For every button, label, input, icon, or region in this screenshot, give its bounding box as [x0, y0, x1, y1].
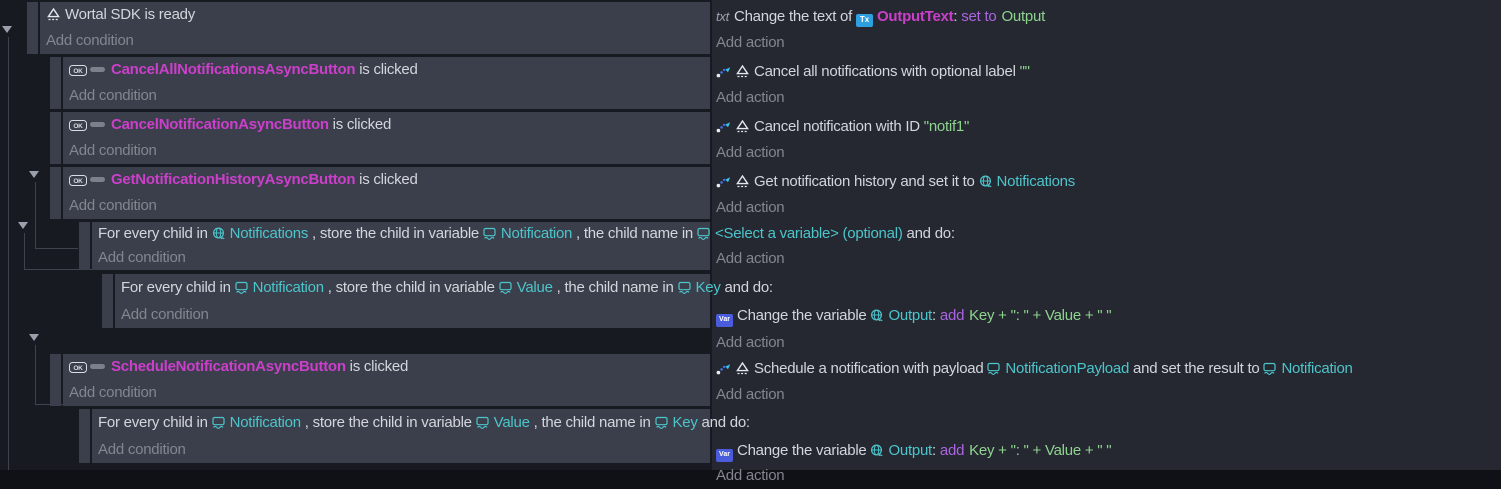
- condition-block: [63, 354, 710, 406]
- button-object-icon: [69, 362, 87, 373]
- text-object-icon: Tx: [856, 14, 873, 27]
- event-margin[interactable]: [79, 222, 90, 270]
- condition-foreach[interactable]: For every child in Notification , store the child in variable Value , the child name in Key and do:: [98, 414, 750, 431]
- condition-foreach[interactable]: For every child in Notification , store the child in variable Value , the child name in Key and do:: [121, 279, 773, 296]
- event-foreach-notification: [0, 272, 1501, 352]
- event-margin[interactable]: [79, 409, 90, 463]
- variable-name: Key: [672, 414, 698, 431]
- event-margin[interactable]: [50, 167, 61, 219]
- action-expression: Key + ": " + Value + " ": [969, 307, 1112, 324]
- local-variable-icon: [987, 362, 1001, 375]
- button-bar-icon: [90, 122, 105, 127]
- add-condition-link[interactable]: Add condition: [46, 32, 134, 49]
- wortal-icon: [735, 120, 750, 133]
- add-action-link[interactable]: Add action: [716, 199, 785, 216]
- variable-name: Notification: [1281, 360, 1353, 377]
- event-cancel-one: [0, 110, 1501, 165]
- action-value: "": [1019, 63, 1030, 80]
- add-condition-link[interactable]: Add condition: [98, 249, 186, 266]
- action-cancel-all[interactable]: Cancel all notifications with optional label "": [716, 59, 1030, 85]
- global-variable-icon: [870, 444, 884, 457]
- add-condition-link[interactable]: Add condition: [98, 441, 186, 458]
- async-icon: [716, 175, 731, 188]
- event-foreach-notification-2: [0, 407, 1501, 484]
- add-action-link[interactable]: Add action: [716, 89, 785, 106]
- condition-block: [92, 409, 750, 463]
- button-bar-icon: [90, 67, 105, 72]
- local-variable-icon: [483, 227, 497, 240]
- svg-text:OK: OK: [73, 68, 83, 75]
- action-keyword: add: [939, 442, 965, 459]
- wortal-icon: [46, 8, 61, 21]
- action-value: Output: [1001, 8, 1046, 25]
- object-name: GetNotificationHistoryAsyncButton: [111, 171, 356, 188]
- condition-button-clicked[interactable]: OK CancelNotificationAsyncButton is clicked: [63, 112, 710, 138]
- event-margin[interactable]: [50, 112, 61, 164]
- wortal-icon: [735, 362, 750, 375]
- variable-name: Key: [695, 279, 721, 296]
- event-foreach-notifications: [0, 220, 1501, 272]
- add-condition-link[interactable]: Add condition: [69, 142, 157, 159]
- condition-block: [63, 112, 710, 164]
- variable-name: Notification: [229, 414, 301, 431]
- variable-name: Value: [516, 279, 553, 296]
- local-variable-icon: [235, 281, 249, 294]
- local-variable-icon: [476, 416, 490, 429]
- event-margin[interactable]: [50, 354, 61, 406]
- variable-name: Notifications: [996, 173, 1075, 190]
- variable-badge-icon: Var: [716, 449, 733, 462]
- add-condition-link[interactable]: Add condition: [69, 384, 157, 401]
- variable-name: Output: [888, 442, 932, 459]
- text-plugin-icon: txt: [716, 9, 729, 24]
- action-get-history[interactable]: Get notification history and set it to Notifications: [716, 169, 1075, 195]
- object-name: ScheduleNotificationAsyncButton: [111, 358, 346, 375]
- button-object-icon: [69, 175, 87, 186]
- async-icon: [716, 65, 731, 78]
- event-schedule: [0, 352, 1501, 407]
- condition-text: Wortal SDK is ready: [65, 6, 196, 23]
- action-keyword: set to: [961, 8, 997, 25]
- action-change-variable[interactable]: Var Change the variable Output: add Key + ": " + Value + " ": [716, 303, 1111, 329]
- variable-name: Output: [888, 307, 932, 324]
- global-variable-icon: [212, 227, 226, 240]
- global-variable-icon: [979, 175, 993, 188]
- button-bar-icon: [90, 364, 105, 369]
- svg-text:OK: OK: [73, 365, 83, 372]
- button-object-icon: [69, 65, 87, 76]
- event-get-history: [0, 165, 1501, 220]
- variable-name: Notification: [500, 225, 573, 242]
- condition-block: [63, 57, 710, 109]
- add-action-link[interactable]: Add action: [716, 34, 785, 51]
- add-action-link[interactable]: Add action: [716, 386, 785, 403]
- local-variable-icon: [499, 281, 513, 294]
- condition-block: [115, 274, 773, 328]
- wortal-icon: [735, 65, 750, 78]
- condition-foreach[interactable]: For every child in Notifications , store the child in variable Notification , the child name in <Select a variable> (optional) and do:: [98, 225, 955, 242]
- action-change-variable[interactable]: Var Change the variable Output: add Key + ": " + Value + " ": [716, 438, 1111, 464]
- add-action-link[interactable]: Add action: [716, 334, 785, 351]
- wortal-icon: [735, 175, 750, 188]
- add-condition-link[interactable]: Add condition: [121, 306, 209, 323]
- add-condition-link[interactable]: Add condition: [69, 197, 157, 214]
- action-value: "notif1": [923, 118, 970, 135]
- condition-button-clicked[interactable]: OK GetNotificationHistoryAsyncButton is clicked: [63, 167, 710, 193]
- async-icon: [716, 120, 731, 133]
- svg-text:OK: OK: [73, 178, 83, 185]
- local-variable-icon: [1263, 362, 1277, 375]
- async-icon: [716, 362, 731, 375]
- add-action-link[interactable]: Add action: [716, 467, 785, 484]
- event-wortal-ready: [0, 0, 1501, 55]
- variable-name: NotificationPayload: [1005, 360, 1130, 377]
- condition-wortal-ready[interactable]: [40, 2, 710, 28]
- condition-block: [63, 167, 710, 219]
- variable-placeholder: <Select a variable> (optional): [714, 225, 903, 242]
- event-cancel-all: [0, 55, 1501, 110]
- event-margin[interactable]: [50, 57, 61, 109]
- add-condition-link[interactable]: Add condition: [69, 87, 157, 104]
- add-action-link[interactable]: Add action: [716, 144, 785, 161]
- button-object-icon: [69, 120, 87, 131]
- action-change-text[interactable]: txt Change the text of Tx OutputText: set to Output: [716, 8, 1046, 25]
- event-margin[interactable]: [27, 2, 38, 54]
- variable-name: Notification: [252, 279, 324, 296]
- action-expression: Key + ": " + Value + " ": [969, 442, 1112, 459]
- condition-block: [40, 2, 710, 54]
- object-name: CancelNotificationAsyncButton: [111, 116, 329, 133]
- object-name: OutputText: [877, 8, 954, 25]
- action-cancel-one[interactable]: Cancel notification with ID "notif1": [716, 114, 969, 140]
- event-margin[interactable]: [102, 274, 113, 328]
- variable-name: Value: [493, 414, 530, 431]
- condition-button-clicked[interactable]: OK ScheduleNotificationAsyncButton is clicked: [63, 354, 710, 380]
- local-variable-icon: [212, 416, 226, 429]
- action-keyword: add: [939, 307, 965, 324]
- global-variable-icon: [870, 309, 884, 322]
- variable-badge-icon: Var: [716, 314, 733, 327]
- local-variable-icon: [697, 227, 711, 240]
- button-bar-icon: [90, 177, 105, 182]
- local-variable-icon: [678, 281, 692, 294]
- object-name: CancelAllNotificationsAsyncButton: [111, 61, 356, 78]
- variable-name: Notifications: [229, 225, 309, 242]
- condition-button-clicked[interactable]: OK CancelAllNotificationsAsyncButton is clicked: [63, 57, 710, 83]
- action-schedule[interactable]: Schedule a notification with payload NotificationPayload and set the result to Notification: [716, 356, 1353, 382]
- local-variable-icon: [655, 416, 669, 429]
- add-action-link[interactable]: Add action: [716, 250, 785, 267]
- svg-text:OK: OK: [73, 123, 83, 130]
